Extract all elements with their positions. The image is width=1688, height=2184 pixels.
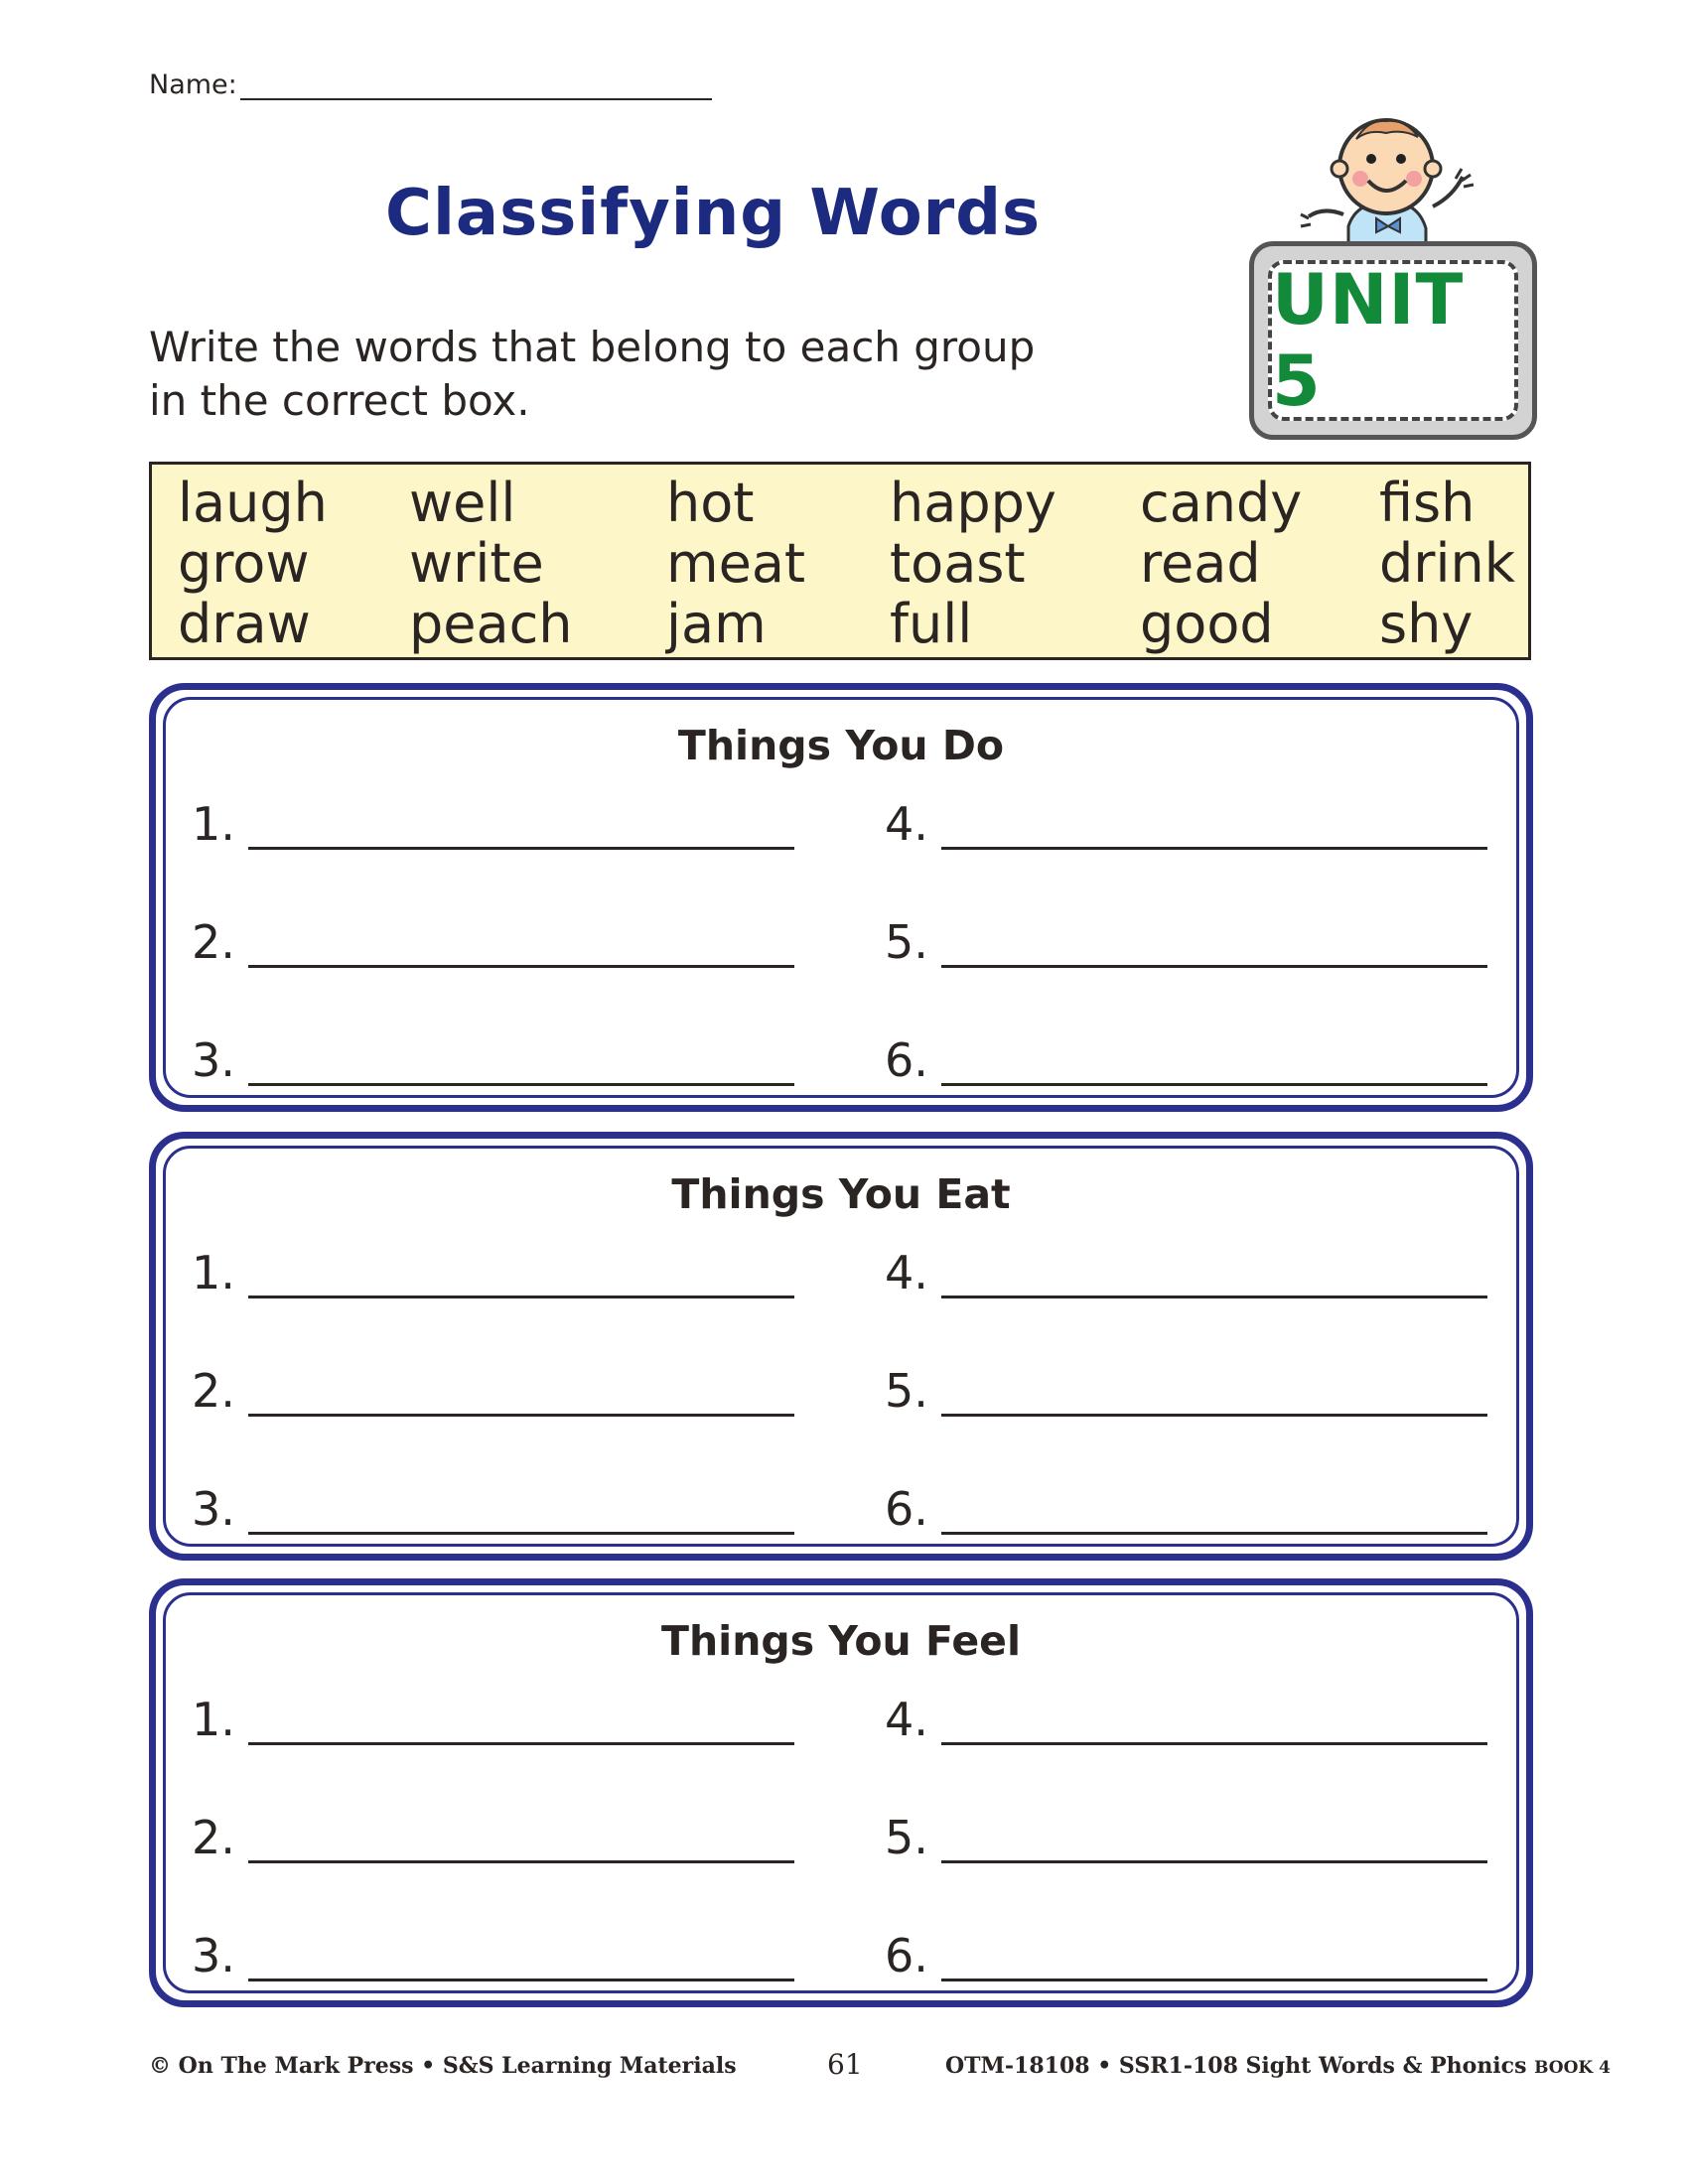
word-bank-column-5 [1140, 473, 1302, 654]
unit-badge-text: UNIT 5 [1272, 259, 1465, 422]
instructions-line-1: Write the words that belong to each group [149, 323, 1036, 371]
category-box-things-you-feel [149, 1578, 1533, 2007]
word-bank-word: happy [890, 472, 1056, 534]
category-title: Things You Feel [661, 1617, 1021, 1665]
category-box-inner [163, 697, 1519, 1098]
category-box-things-you-do [149, 683, 1533, 1112]
name-field-line[interactable] [240, 98, 712, 100]
instructions-line-2: in the correct box. [149, 376, 530, 425]
word-bank-word: meat [666, 532, 806, 595]
answer-line[interactable] [941, 847, 1487, 850]
word-bank-column-3 [666, 473, 805, 654]
answer-number: 2. [192, 1811, 235, 1864]
answer-line[interactable] [941, 1414, 1487, 1417]
word-bank-word: good [1140, 593, 1274, 655]
answer-number: 4. [885, 797, 928, 851]
word-bank [149, 462, 1531, 660]
word-bank-column-4 [890, 473, 1056, 654]
answer-number: 1. [192, 797, 235, 851]
instructions [149, 321, 1035, 428]
word-bank-word: jam [666, 593, 767, 655]
answer-number: 4. [885, 1693, 928, 1746]
category-title: Things You Eat [671, 1170, 1011, 1218]
category-box-things-you-eat [149, 1132, 1533, 1561]
word-bank-word: write [409, 532, 544, 595]
answer-number: 2. [192, 1364, 235, 1418]
answer-number: 3. [192, 1929, 235, 1982]
word-bank-word: drink [1379, 532, 1515, 595]
page-title: Classifying Words [385, 177, 1042, 250]
answer-number: 6. [885, 1033, 928, 1087]
name-label: Name: [149, 69, 237, 100]
word-bank-word: candy [1140, 472, 1303, 534]
unit-badge-inner [1268, 260, 1518, 421]
answer-line[interactable] [248, 1414, 794, 1417]
word-bank-word: full [890, 593, 973, 655]
answer-line[interactable] [248, 965, 794, 968]
answer-line[interactable] [941, 1296, 1487, 1298]
answer-line[interactable] [941, 1860, 1487, 1863]
answer-number: 1. [192, 1246, 235, 1299]
answer-number: 3. [192, 1033, 235, 1087]
word-bank-word: read [1140, 532, 1261, 595]
answer-line[interactable] [248, 1296, 794, 1298]
footer-book-number: BOOK 4 [1534, 2058, 1611, 2078]
footer-book-code: OTM-18108 • SSR1-108 Sight Words & Phonics [945, 2053, 1527, 2079]
category-box-inner [163, 1592, 1519, 1993]
answer-number: 6. [885, 1929, 928, 1982]
answer-line[interactable] [248, 1742, 794, 1745]
page-number: 61 [827, 2048, 863, 2081]
word-bank-word: laugh [178, 472, 328, 534]
answer-number: 5. [885, 915, 928, 969]
answer-line[interactable] [941, 1742, 1487, 1745]
answer-number: 4. [885, 1246, 928, 1299]
answer-number: 5. [885, 1811, 928, 1864]
answer-line[interactable] [248, 1979, 794, 1981]
answer-line[interactable] [941, 965, 1487, 968]
word-bank-word: hot [666, 472, 755, 534]
word-bank-word: peach [409, 593, 573, 655]
word-bank-word: fish [1379, 472, 1476, 534]
cartoon-child-icon [1269, 107, 1497, 256]
answer-number: 2. [192, 915, 235, 969]
word-bank-word: well [409, 472, 516, 534]
word-bank-column-2 [409, 473, 573, 654]
answer-line[interactable] [248, 847, 794, 850]
answer-line[interactable] [941, 1083, 1487, 1086]
answer-line[interactable] [941, 1532, 1487, 1535]
word-bank-word: toast [890, 532, 1026, 595]
answer-line[interactable] [941, 1979, 1487, 1981]
word-bank-column-1 [178, 473, 328, 654]
unit-badge-frame [1249, 241, 1537, 440]
answer-number: 3. [192, 1482, 235, 1536]
category-box-inner [163, 1146, 1519, 1547]
answer-line[interactable] [248, 1860, 794, 1863]
category-title: Things You Do [677, 722, 1005, 769]
answer-line[interactable] [248, 1532, 794, 1535]
answer-number: 6. [885, 1482, 928, 1536]
word-bank-word: draw [178, 593, 311, 655]
word-bank-column-6 [1379, 473, 1515, 654]
word-bank-word: grow [178, 532, 310, 595]
word-bank-word: shy [1379, 593, 1474, 655]
unit-badge-group [1229, 107, 1557, 445]
answer-number: 1. [192, 1693, 235, 1746]
footer-copyright: © On The Mark Press • S&S Learning Materials [149, 2053, 737, 2079]
answer-number: 5. [885, 1364, 928, 1418]
answer-line[interactable] [248, 1083, 794, 1086]
footer-book-info [945, 2053, 1611, 2079]
